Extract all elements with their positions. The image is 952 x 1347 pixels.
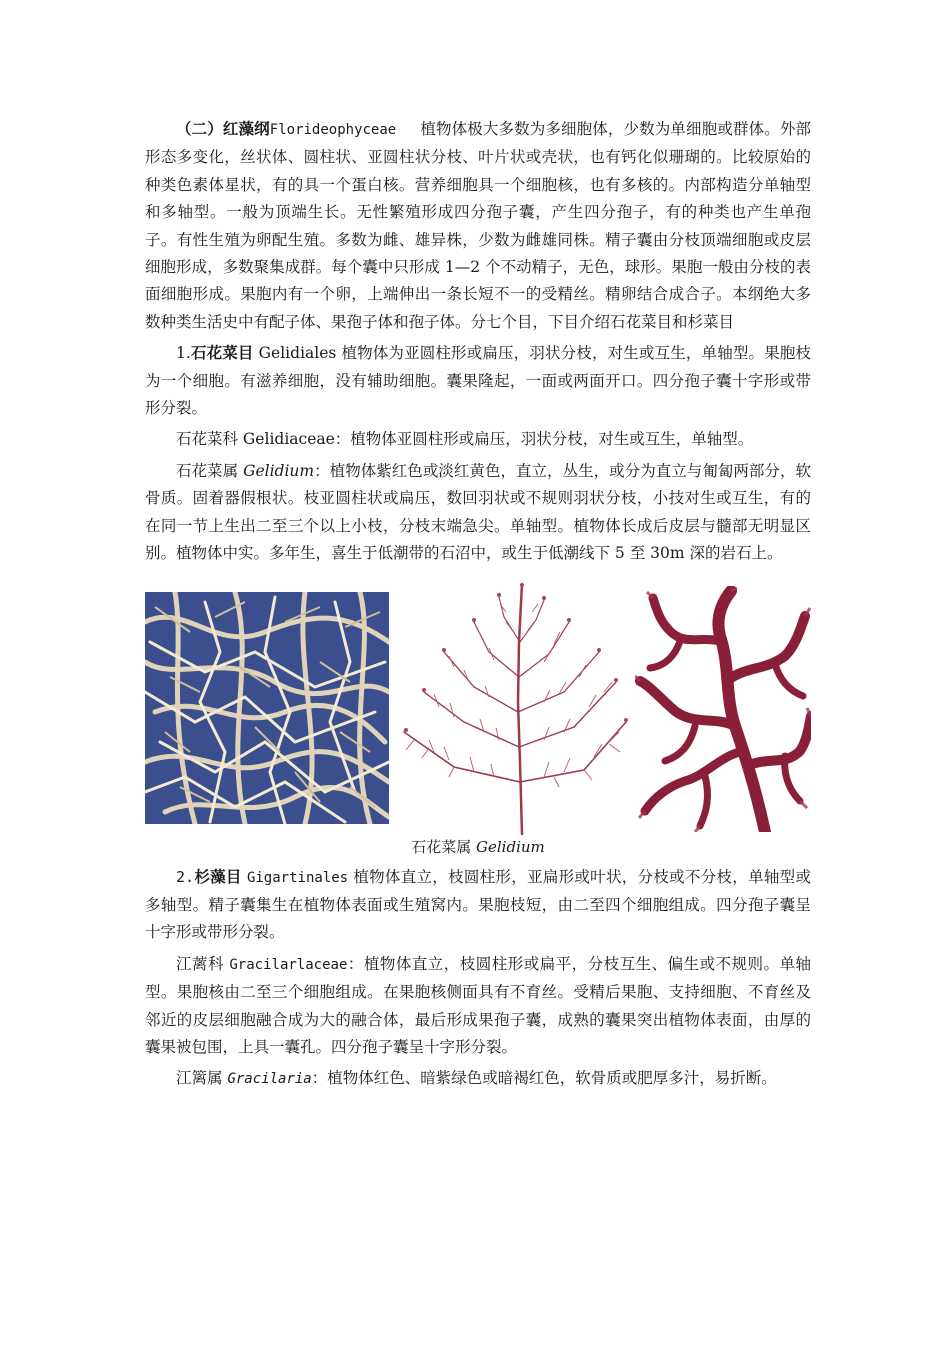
order2-paragraph: [145, 864, 811, 947]
gelidium-frond-illustration: [394, 582, 630, 838]
family2-latin: Gracilarlaceae: [229, 956, 348, 973]
order2-number: 2.: [176, 867, 195, 886]
class-title: （二）红藻纲: [176, 120, 270, 138]
order1-number: 1.: [176, 344, 191, 363]
class-latin: Florideophyceae: [269, 122, 397, 138]
order1-latin: Gelidiales: [258, 344, 337, 363]
family1-text: 石花菜科 Gelidiaceae：植物体亚圆柱形或扁压，羽状分枝，对生或互生，单轴型。: [176, 430, 754, 449]
genus2-description: ：植物体红色、暗紫绿色或暗褐红色，软骨质或肥厚多汁，易折断。: [311, 1069, 777, 1088]
gelidium-red-thallus-photo: [635, 586, 811, 832]
gelidium-figure: [145, 582, 811, 828]
caption-latin: Gelidium: [476, 837, 545, 856]
class-description: 植物体极大多数为多细胞体，少数为单细胞或群体。外部形态多变化，丝状体、圆柱状、亚圆柱状分枝、叶片状或壳状，也有钙化似珊瑚的。比较原始的种类色素体星状，有的具一个蛋白核。营养细胞具一个细胞核，也有多核的。内部构造分单轴型和多轴型。一般为顶端生长。无性繁殖形成四分孢子囊，产生四分孢子，有的种类也产生单孢子。有性生殖为卵配生殖。多数为雌、雄异株，少数为雌雄同株。精子囊由分枝顶端细胞或皮层细胞形成，多数聚集成群。每个囊中只形成 1—2 个不动精子，无色，球形。果胞一般由分枝的表面细胞形成。果胞内有一个卵，上端伸出一条长短不一的受精丝。精卵结合成合子。本纲绝大多数种类生活史中有配子体、果孢子体和孢子体。分七个目，下目介绍石花菜目和杉菜目: [145, 120, 811, 331]
genus2-name: 江篱属: [176, 1069, 228, 1088]
caption-chinese: 石花菜属: [411, 837, 477, 856]
genus1-latin: Gelidium: [243, 461, 315, 480]
genus1-paragraph: [145, 458, 811, 568]
genus2-latin: Gracilaria: [227, 1071, 312, 1088]
genus1-description: ：植物体紫红色或淡红黄色，直立，丛生，或分为直立与匍匐两部分，软骨质。固着器假根状。枝亚圆柱状或扁压，数回羽状或不规则羽状分枝，小技对生或互生，有的在同一节上生出二至三个以上小枝，分枝末端急尖。单轴型。植物体长成后皮层与髓部无明显区别。植物体中实。多年生，喜生于低潮带的石沼中，或生于低潮线下 5 至 30m 深的岩石上。: [145, 461, 811, 563]
order1-description: 植物体为亚圆柱形或扁压，羽状分枝，对生或互生，单轴型。果胞枝为一个细胞。有滋养细胞，没有辅助细胞。囊果隆起，一面或两面开口。四分孢子囊十字形或带形分裂。: [145, 344, 811, 418]
family2-description: ：植物体直立，枝圆柱形或扁平，分枝互生、偏生或不规则。单轴型。果胞核由二至三个细胞组成。在果胞核侧面具有不育丝。受精后果胞、支持细胞、不育丝及邻近的皮层细胞融合成为大的融合体，最后形成果孢子囊，成熟的囊果突出植物体表面，由厚的囊果被包围，上具一囊孔。四分孢子囊呈十字形分裂。: [145, 954, 811, 1056]
family2-name: 江蓠科: [176, 954, 230, 973]
dried-gelidium-photo: [145, 592, 389, 824]
order1-title: 石花菜目: [190, 344, 254, 363]
genus2-paragraph: [145, 1065, 811, 1093]
genus1-name: 石花菜属: [176, 461, 244, 480]
document-page: [145, 116, 811, 1094]
order1-paragraph: [145, 340, 811, 422]
class-heading-paragraph: [145, 116, 811, 336]
order2-title: 杉藻目: [194, 867, 242, 886]
family1-paragraph: [145, 426, 811, 453]
order2-latin: Gigartinales: [246, 869, 349, 886]
order2-description: 植物体直立，枝圆柱形，亚扁形或叶状，分枝或不分枝，单轴型或多轴型。精子囊集生在植物体表面或生殖窝内。果胞枝短，由二至四个细胞组成。四分孢子囊呈十字形或带形分裂。: [145, 867, 811, 942]
figure-caption: [145, 836, 811, 858]
family2-paragraph: [145, 951, 811, 1062]
